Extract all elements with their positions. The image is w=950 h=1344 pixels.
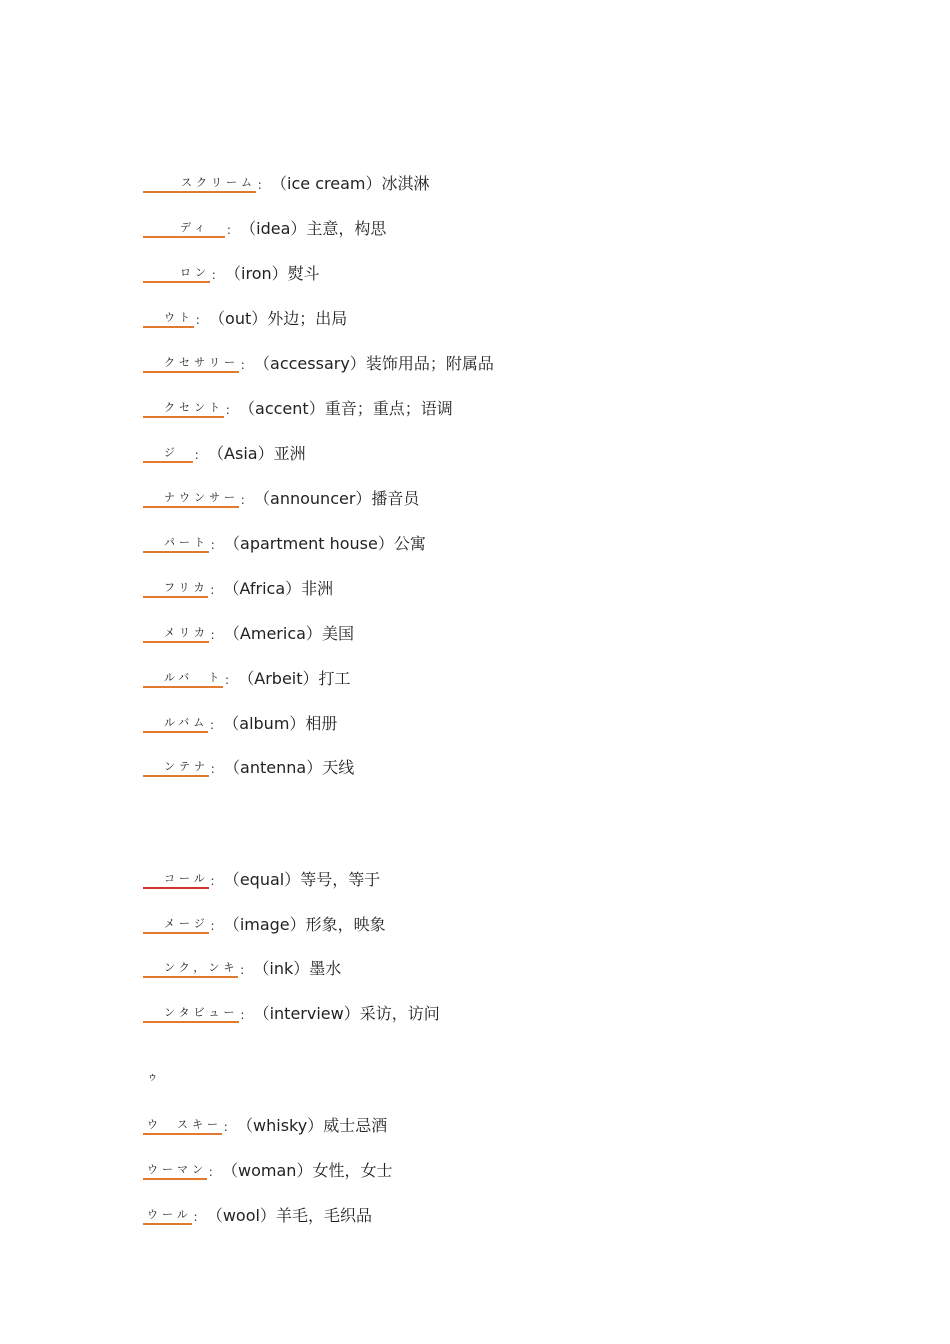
english-word: apartment house <box>240 534 378 553</box>
close-paren: ） <box>355 489 372 508</box>
open-paren: （ <box>253 959 270 978</box>
katakana-term: パート <box>143 536 209 553</box>
english-word: announcer <box>270 489 356 508</box>
open-paren: （ <box>239 399 256 418</box>
close-paren: ） <box>343 1004 360 1023</box>
open-paren: （ <box>240 219 257 238</box>
katakana-term: コール <box>143 872 209 889</box>
colon: ： <box>240 358 253 372</box>
vocab-entry <box>143 1113 387 1137</box>
vocab-entry <box>143 216 386 240</box>
chinese-meaning: 相册 <box>305 714 338 733</box>
open-paren: （ <box>223 915 240 934</box>
close-paren: ） <box>377 534 394 553</box>
vocab-entry <box>143 867 380 891</box>
open-paren: （ <box>208 444 225 463</box>
chinese-meaning: 打工 <box>318 669 351 688</box>
colon: ： <box>225 403 238 417</box>
english-word: Arbeit <box>254 669 303 688</box>
katakana-term: ンタビュー <box>143 1006 239 1023</box>
colon: ： <box>209 919 222 933</box>
colon: ： <box>194 448 207 462</box>
chinese-meaning: 羊毛，毛织品 <box>275 1206 372 1225</box>
close-paren: ） <box>305 624 322 643</box>
open-paren: （ <box>223 870 240 889</box>
vocab-entry <box>143 1203 372 1227</box>
katakana-term: メージ <box>143 917 209 934</box>
close-paren: ） <box>285 579 302 598</box>
katakana-term: ルバ ト <box>143 671 223 688</box>
close-paren: ） <box>308 399 325 418</box>
katakana-term: ンク，ンキ <box>143 961 238 978</box>
english-word: equal <box>239 870 285 889</box>
chinese-meaning: 威士忌酒 <box>323 1116 388 1135</box>
colon: ： <box>239 1008 252 1022</box>
chinese-meaning: 非洲 <box>301 579 334 598</box>
chinese-meaning: 播音员 <box>371 489 420 508</box>
english-word: antenna <box>240 758 307 777</box>
section-label: ゥ <box>147 1070 158 1083</box>
open-paren: （ <box>223 714 240 733</box>
open-paren: （ <box>222 1161 239 1180</box>
vocab-entry <box>143 261 320 285</box>
katakana-term: スクリーム <box>143 176 256 193</box>
katakana-term: ウーマン <box>143 1163 207 1180</box>
close-paren: ） <box>284 870 301 889</box>
open-paren: （ <box>224 534 241 553</box>
close-paren: ） <box>349 354 366 373</box>
katakana-term: ルバム <box>143 716 208 733</box>
open-paren: （ <box>238 669 255 688</box>
close-paren: ） <box>293 959 310 978</box>
close-paren: ） <box>290 219 307 238</box>
colon: ： <box>240 493 253 507</box>
colon: ： <box>257 178 270 192</box>
vocab-entry <box>143 621 354 645</box>
katakana-term: ウ スキー <box>143 1118 222 1135</box>
vocab-entry <box>143 755 354 779</box>
colon: ： <box>208 1165 221 1179</box>
open-paren: （ <box>206 1206 223 1225</box>
katakana-term: ンテナ <box>143 760 209 777</box>
open-paren: （ <box>223 624 240 643</box>
colon: ： <box>192 1210 205 1224</box>
katakana-term: ジ <box>143 446 193 463</box>
vocab-entry <box>143 1001 440 1025</box>
chinese-meaning: 采访，访问 <box>359 1004 440 1023</box>
open-paren: （ <box>225 264 242 283</box>
close-paren: ） <box>257 444 274 463</box>
english-word: interview <box>269 1004 344 1023</box>
vocab-entry <box>143 956 341 980</box>
katakana-term: ウト <box>143 311 194 328</box>
vocab-entry <box>143 396 453 420</box>
chinese-meaning: 主意，构思 <box>306 219 387 238</box>
chinese-meaning: 等号，等于 <box>300 870 381 889</box>
colon: ： <box>226 223 239 237</box>
colon: ： <box>209 718 222 732</box>
english-word: out <box>225 309 252 328</box>
katakana-term: ディ <box>143 221 225 238</box>
english-word: Asia <box>224 444 258 463</box>
chinese-meaning: 装饰用品；附属品 <box>365 354 494 373</box>
close-paren: ） <box>259 1206 276 1225</box>
chinese-meaning: 冰淇淋 <box>381 174 430 193</box>
colon: ： <box>209 583 222 597</box>
colon: ： <box>239 963 252 977</box>
katakana-term: ナウンサー <box>143 491 239 508</box>
open-paren: （ <box>209 309 226 328</box>
open-paren: （ <box>253 1004 270 1023</box>
chinese-meaning: 亚洲 <box>273 444 306 463</box>
vocab-entry <box>143 666 351 690</box>
close-paren: ） <box>271 264 288 283</box>
english-word: Africa <box>239 579 286 598</box>
colon: ： <box>223 1120 236 1134</box>
katakana-term: クセサリー <box>143 356 239 373</box>
english-word: accessary <box>270 354 350 373</box>
vocab-entry <box>143 171 430 195</box>
chinese-meaning: 熨斗 <box>287 264 320 283</box>
katakana-term: フリカ <box>143 581 208 598</box>
english-word: accent <box>255 399 309 418</box>
chinese-meaning: 女性，女士 <box>312 1161 393 1180</box>
open-paren: （ <box>224 758 241 777</box>
chinese-meaning: 外边；出局 <box>267 309 348 328</box>
english-word: image <box>239 915 290 934</box>
chinese-meaning: 墨水 <box>309 959 342 978</box>
vocab-entry <box>143 576 333 600</box>
vocab-entry <box>143 306 347 330</box>
english-word: woman <box>238 1161 297 1180</box>
katakana-term: ロン <box>143 266 210 283</box>
katakana-term: クセント <box>143 401 224 418</box>
english-word: idea <box>256 219 291 238</box>
chinese-meaning: 重音；重点；语调 <box>324 399 453 418</box>
close-paren: ） <box>307 1116 324 1135</box>
colon: ： <box>211 268 224 282</box>
katakana-term: メリカ <box>143 626 209 643</box>
katakana-term: ウール <box>143 1208 192 1225</box>
english-word: ink <box>269 959 294 978</box>
open-paren: （ <box>254 354 271 373</box>
colon: ： <box>210 762 223 776</box>
english-word: wool <box>222 1206 260 1225</box>
vocab-entry <box>143 441 306 465</box>
vocab-entry <box>143 912 386 936</box>
close-paren: ） <box>289 714 306 733</box>
open-paren: （ <box>254 489 271 508</box>
vocab-entry <box>143 1158 392 1182</box>
open-paren: （ <box>271 174 288 193</box>
vocab-entry <box>143 486 419 510</box>
english-word: whisky <box>253 1116 308 1135</box>
colon: ： <box>195 313 208 327</box>
english-word: America <box>239 624 306 643</box>
close-paren: ） <box>251 309 268 328</box>
close-paren: ） <box>365 174 382 193</box>
close-paren: ） <box>296 1161 313 1180</box>
vocab-entry <box>143 531 426 555</box>
colon: ： <box>209 628 222 642</box>
colon: ： <box>224 673 237 687</box>
chinese-meaning: 天线 <box>322 758 355 777</box>
vocab-entry <box>143 351 494 375</box>
chinese-meaning: 公寓 <box>393 534 426 553</box>
colon: ： <box>209 874 222 888</box>
english-word: iron <box>241 264 272 283</box>
vocab-entry <box>143 711 337 735</box>
close-paren: ） <box>302 669 319 688</box>
chinese-meaning: 美国 <box>321 624 354 643</box>
close-paren: ） <box>289 915 306 934</box>
open-paren: （ <box>223 579 240 598</box>
close-paren: ） <box>306 758 323 777</box>
english-word: album <box>239 714 290 733</box>
open-paren: （ <box>237 1116 254 1135</box>
colon: ： <box>210 538 223 552</box>
chinese-meaning: 形象，映象 <box>305 915 386 934</box>
english-word: ice cream <box>287 174 366 193</box>
